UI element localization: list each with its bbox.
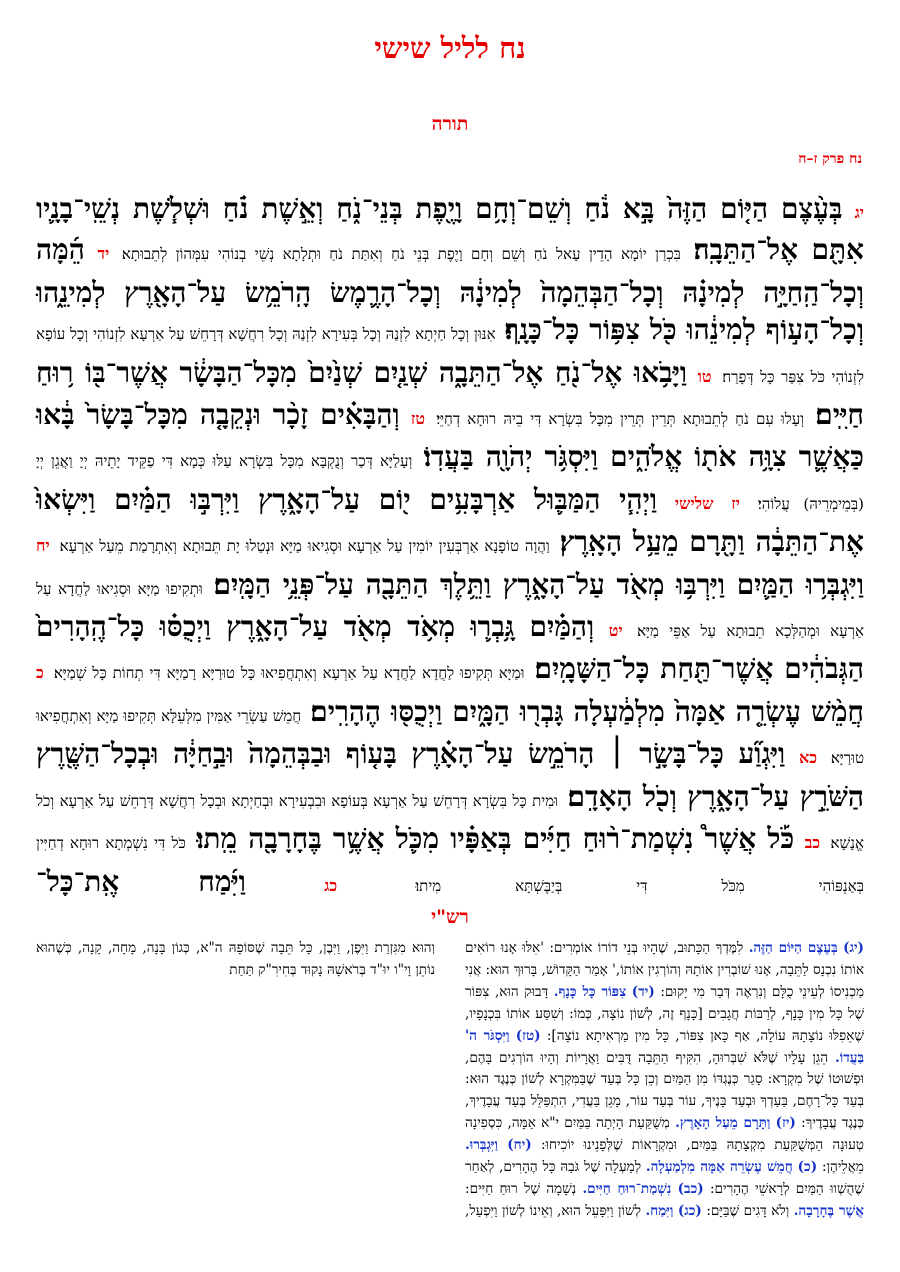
verse-number: יד	[97, 244, 110, 264]
rashi-ref: (כג)	[677, 1202, 702, 1219]
verse-hebrew: וְהַמַּ֗יִם גָּ֥בְר֛וּ מְאֹ֥ד מְאֹ֖ד עַל־הָאָ֑רֶץ וַיְכֻסּ֗וּ כָּל־הֶֽהָרִים֙ הַגְּבֹהִ֔ים אֲשֶׁר־תַּ֖חַת כָּל־הַשָּׁמָֽיִם׃	[36, 610, 864, 686]
verse-hebrew: וַיָּבֹ֥אוּ אֶל־נֹ֖חַ אֶל־הַתֵּבָ֑ה שְׁנַ֤יִם שְׁנַ֙יִם֙ מִכָּל־הַבָּשָׂ֔ר אֲשֶׁר־בּ֖וֹ ר֥וּחַ חַיִּֽים׃	[36, 355, 864, 432]
aliyah-marker: שלישי	[674, 493, 714, 513]
rashi-ref: (יג)	[843, 940, 864, 956]
verse-hebrew: וַיִּגְוַ֞ע כָּל־בָּשָׂ֣ר ׀ הָרֹמֵ֣שׂ עַל־הָאָ֗רֶץ בָּע֤וֹף וּבַבְּהֵמָה֙ וּבַ֣חַיָּ֔ה וּבְכָל־הַשֶּׁ֖רֶץ הַשֹּׁרֵ֣ץ עַל־הָאָ֑רֶץ וְכֹ֖ל הָאָדָֽם׃	[36, 737, 864, 813]
page-title: נח לליל שישי	[374, 31, 526, 65]
verse-targum: חֲמֵשׁ עַשְׂרֵי אַמִּין מִלְּעֵלָּא תְּקִיפוּ מַיָּא וְאִתְחֲפִיאוּ טוּרַיָּא׃	[36, 706, 865, 768]
rashi-caption: וַיִּמַח.	[645, 1202, 674, 1219]
verse-hebrew: וַיְהִ֧י הַמַּבּ֛וּל אַרְבָּעִ֥ים י֖וֹם עַל־הָאָ֑רֶץ וַיִּרְבּ֣וּ הַמַּ֗יִם וַיִּשְׂאוּ֙ אֶת־הַתֵּבָ֔ה וַתָּ֖רָם מֵעַ֥ל הָאָֽרֶץ׃	[36, 482, 865, 559]
rashi-caption: צִפּוֹר כָּל כָּנָף.	[553, 983, 627, 1000]
verse-number: כא	[798, 748, 818, 768]
torah-text	[36, 190, 864, 905]
verse-targum: וְעָלַיָּא דְּכַר וְנֻקְבָּא מִכָּל בִּשְׂרָא עַלּוּ כְּמָא דִּי פַקֵּיד יָתֵיהּ יְיָ וַאֲגֵן יְיָ (בְּמֵימְרֵיהּ) עֲלוֹהִי׃	[36, 452, 864, 513]
verse-number: כג	[324, 875, 338, 895]
rashi-text: הֵגֵן עָלָיו שֶׁלֹּא שִׁבְּרוּהָ, הִקִּיף הַתֵּבָה דֻּבִּים וַאֲרָיוֹת וְהָיוּ הוֹרְגִים בָּהֶם, וּפְשׁוּטוֹ שֶׁל מִקְרָא: סָגַר כְּנֶגְדּוֹ מִן הַמַּיִם וְכֵן כָּל בְּעַד שֶׁבַּמִּקְרָא לְשׁוֹן כְּנֶגֶד הוּא: בְּעַד כָּל־רָחֶם, בַּעַדְךָ וּבְעַד בָּנֶיךָ, עוֹר בְּעַד עוֹר, מָגֵן בַּעֲדִי, הִתְפַּלֵּל בְּעַד עֲבָדֶיךָ, כְּנֶגֶד עֲבָדֶיךָ:	[465, 1049, 865, 1132]
verse-number: יג	[854, 203, 864, 222]
verse-hebrew: חֲמֵ֨שׁ עֶשְׂרֵ֤ה אַמָּה֙ מִלְמַ֔עְלָה גָּבְר֖וּ הַמָּ֑יִם וַיְכֻסּ֖וּ הֶהָרִֽים׃	[310, 694, 864, 728]
verse-hebrew: הֵ֜מָּה וְכָל־הַֽחַיָּ֣ה לְמִינָ֗הּ וְכָל־הַבְּהֵמָה֙ לְמִינָ֔הּ וְכָל־הָרֶ֛מֶשׂ הָֽרֹמֵ֥שׂ עַל־הָאָ֖רֶץ לְמִינֵ֑הוּ וְכָל־הָע֣וֹף לְמִינֵ֔הוּ כֹּ֖ל צִפּ֥וֹר כָּל־כָּנָֽף׃	[36, 233, 864, 347]
verse-hebrew: כֹּ֡ל אֲשֶׁר֩ נִשְׁמַת־ר֨וּחַ חַיִּ֜ים בְּאַפָּ֗יו מִכֹּ֛ל אֲשֶׁ֥ר בֶּחָרָבָ֖ה מֵֽתוּ׃	[196, 822, 795, 856]
rashi-ref: (יז)	[775, 1115, 796, 1132]
verse-hebrew: וַיִּגְבְּר֥וּ הַמַּ֛יִם וַיִּרְבּ֥וּ מְאֹ֖ד עַל־הָאָ֑רֶץ וַתֵּ֥לֶךְ הַתֵּבָ֖ה עַל־פְּנֵ֥י הַמָּֽיִם׃	[213, 567, 864, 601]
verse-number: כ	[36, 663, 44, 683]
rashi-text: לִמֶּדְךָ הַכָּתוּב, שֶׁהָיוּ בְּנֵי דוֹרוֹ אוֹמְרִים: 'אִלּוּ אָנוּ רוֹאִים אוֹתוֹ נִכְנָס לַתֵּבָה, אָנוּ שׁוֹבְרִין אוֹתָהּ וְהוֹרְגִין אוֹתוֹ,' אָמַר הַקָּדוֹשׁ, בָּרוּךְ הוּא: אֲנִי מַכְנִיסוֹ לְעֵינֵי כֻלָּם וְנִרְאֶה דְּבַר מִי יָקוּם:	[465, 940, 865, 1000]
rashi-caption: אֲשֶׁר בֶּחָרָבָה.	[793, 1202, 865, 1219]
section-title: תורה	[431, 113, 469, 135]
rashi-title: רש"י	[431, 906, 469, 928]
verse-targum: כֹּל דִּי נִשְׁמְתָא רוּחָא דְחַיִּין בְּאַנְפּוֹהִי מִכֹּל דִּי בְּיַבֶּשְׁתָּא מִיתוּ׃	[36, 834, 865, 895]
verse-targum: וְעָלוּ עִם נֹחַ לְתֵבוּתָא תְּרֵין תְּרֵין מִכָּל בִּשְׂרָא דִּי בֵיהּ רוּחָא דְחַיֵּי׃	[436, 410, 805, 429]
rashi-caption: נִשְׁמַת־רוּחַ חַיִּים.	[582, 1180, 672, 1197]
rashi-ref: (טז)	[515, 1027, 541, 1044]
verse-targum: בִּכְרַן יוֹמָא הָדֵין עָאל נֹחַ וְשֵׁם וְחָם וָיֶפֶת בְּנֵי נֹחַ וְאִתַּת נֹחַ וּתְלָתָא נְשֵׁי בְנוֹהִי עִמְּהוֹן לְתֵבוּתָא׃	[121, 245, 681, 264]
rashi-commentary	[36, 938, 864, 1238]
verse-hebrew: וְהַבָּאִ֗ים זָכָ֨ר וּנְקֵבָ֤ה מִכָּל־בָּשָׂר֙ בָּ֔אוּ כַּאֲשֶׁ֛ר צִוָּ֥ה אֹת֖וֹ אֱלֹהִ֑ים וַיִּסְגֹּ֥ר יְהֹוָ֖ה בַּעֲדֽוֹ׃	[36, 398, 864, 474]
rashi-caption: וַיִּגְבְּרוּ.	[465, 1137, 498, 1154]
verse-number: טו	[697, 366, 712, 386]
rashi-ref: (כב)	[677, 1180, 704, 1197]
verse-hebrew: וַיִּ֜מַח אֶֽת־כָּל־	[36, 864, 246, 898]
rashi-caption: וַתָּרָם מֵעַל הָאָרֶץ.	[675, 1115, 771, 1132]
rashi-text: וְלֹא דָּגִים שֶׁבַּיָּם:	[706, 1202, 790, 1219]
rashi-text: לְשׁוֹן וַיִּפָּעֵל הוּא, וְאֵינוֹ לְשׁוֹן וַיִּפְעַל, וְהוּא מִגִּזְרַת וַיִּפֶן, וַיִּבֶן, כָּל תֵּבָה שֶׁסּוֹפָהּ ה"א, כְּגוֹן בָּנָה, מָחָה, קָנָה, כְּשֶׁהוּא נוֹתֵן וָי"ו יוּ"ד בְּרֹאשָׁהּ נָקוּד בְּחִירִ"ק תַּחַת	[36, 940, 641, 1219]
rashi-text: לְמַעְלָה שֶׁל גֹּבַהּ כָּל הֶהָרִים, לְאַחַר שֶׁהֻשְׁווּ הַמַּיִם לְרָאשֵׁי הֶהָרִים:	[465, 1159, 865, 1197]
verse-targum: וּתְקִיפוּ מַיָּא וּסְגִיאוּ לַחֲדָא עַל אַרְעָא וּמְהַלְּכָא תֵבוּתָא עַל אַפֵּי מַיָּא׃	[36, 579, 865, 641]
rashi-ref: (יח)	[507, 1137, 532, 1154]
rashi-text: דָּבוּק הוּא, צִפּוֹר שֶׁל כָּל מִין כָּנָף, לְרַבּוֹת חֲגָבִים [כָּנָף זֶה, לְשׁוֹן נוֹצָה, כְּמוֹ: וְשִׁסַּע אוֹתוֹ בִּכְנָפָיו, שֶׁאֵפִלּוּ נוֹצָתָהּ עוֹלָה, אַף כָּאן צִפּוֹר, כָּל מִין מַרְאִיתָא נוֹצָה]:	[465, 983, 865, 1044]
verse-targum: אִנּוּן וְכָל חַיְתָא לִזְנַהּ וְכָל בְּעִירָא לִזְנַהּ וְכָל רִחֲשָׁא דְּרָחֵשׁ עַל אַרְעָא לִזְנוֹהִי וְכָל עוֹפָא לִזְנוֹהִי כֹּל צִפַּר כָּל דְּפָרַח׃	[36, 325, 864, 386]
verse-number: יז	[731, 493, 740, 513]
rashi-text: מְשֻׁקַּעַת הָיְתָה בַּמַּיִם י"א אַמָּה, כִּסְפִינָה טְעוּנָה הַמְּשֻׁקַּעַת מִקְצָתָהּ בַּמַּיִם, וּמִקְרָאוֹת שֶׁלְּפָנֵינוּ יוֹכִיחוּ:	[465, 1115, 864, 1154]
verse-number: כב	[804, 833, 821, 853]
rashi-caption: בְּעֶצֶם הַיּוֹם הַזֶּה.	[748, 940, 838, 956]
chapter-reference: נח פרק ז–ח	[798, 151, 862, 167]
verse-number: יט	[608, 621, 623, 641]
verse-targum: וּמַיָּא תְּקִיפוּ לַחֲדָא לַחֲדָא עַל אַרְעָא וְאִתְחֲפִיאוּ כָּל טוּרַיָּא רָמַיָּא דִּי תְחוֹת כָּל שְׁמַיָּא׃	[53, 664, 525, 683]
rashi-caption: וַיִּסְגֹּר ה' בַּעֲדוֹ.	[465, 1027, 864, 1066]
rashi-ref: (כ)	[797, 1159, 818, 1176]
rashi-text: מֵאֲלֵיהֶן:	[821, 1159, 864, 1176]
rashi-text: נְשָׁמָה שֶׁל רוּחַ חַיִּים:	[465, 1180, 577, 1197]
verse-hebrew: בְּעֶ֨צֶם הַיּ֤וֹם הַזֶּה֙ בָּ֣א נֹ֔חַ וְשֵׁם־וְחָ֥ם וָיֶ֖פֶת בְּנֵי־נֹ֑חַ וְאֵ֣שֶׁת נֹ֗חַ וּשְׁלֹ֧שֶׁת נְשֵֽׁי־בָנָ֛יו אִתָּ֖ם אֶל־הַתֵּבָֽה׃	[36, 192, 865, 267]
verse-number: טז	[410, 409, 425, 429]
rashi-ref: (יד)	[631, 983, 655, 1000]
verse-number: יח	[36, 536, 50, 556]
verse-targum: וּמִית כָּל בִּשְׂרָא דְּרָחֵשׁ עַל אַרְעָא בְּעוֹפָא וּבִבְעִירָא וּבְחַיְתָא וּבְכָל רִחֲשָׁא דְּרָחֵשׁ עַל אַרְעָא וְכֹל אֱנָשָׁא׃	[36, 791, 865, 853]
verse-targum: וַהֲוָה טוֹפָנָא אַרְבְּעִין יוֹמִין עַל אַרְעָא וּסְגִיאוּ מַיָּא וּנְטַלוּ יָת תֵּבוּתָא וְאִתְרָמַת מֵעַל אַרְעָא׃	[59, 537, 550, 556]
rashi-caption: חֲמֵשׁ עֶשְׂרֵה אַמָּה מִלְמַעְלָה.	[645, 1159, 793, 1176]
